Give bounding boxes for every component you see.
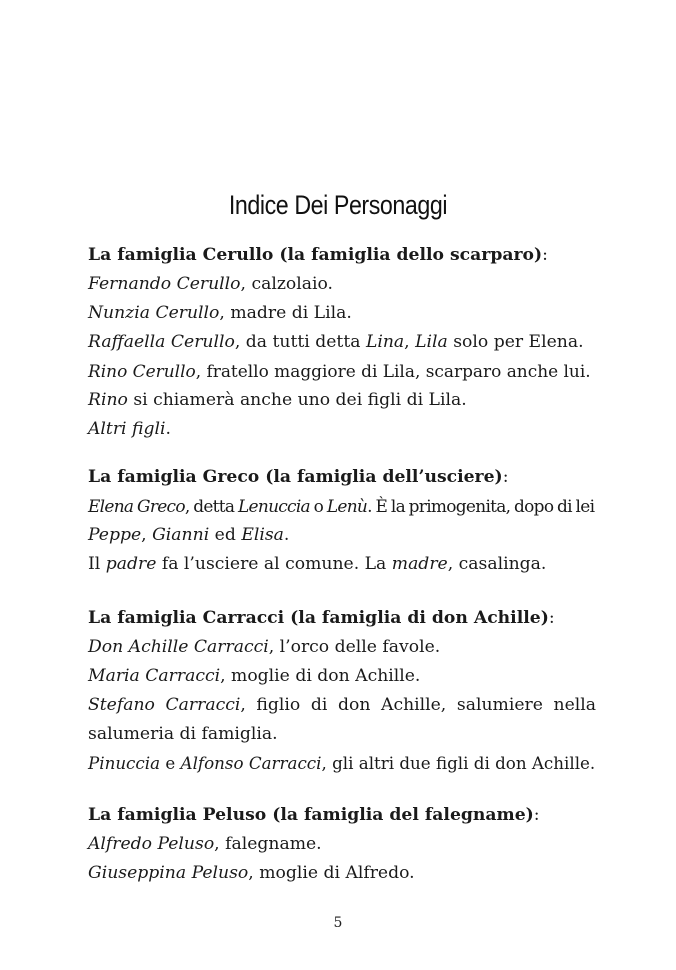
section-greco: [88, 463, 596, 579]
character-line: Peppe, Gianni ed Elisa.: [88, 525, 290, 545]
section-heading: La famiglia Cerullo (la famiglia dello scarparo):: [88, 245, 548, 265]
character-line: Il padre fa l’usciere al comune. La madre, casalinga.: [88, 554, 547, 574]
character-line: Altri figli.: [88, 419, 171, 439]
section-heading: La famiglia Greco (la famiglia dell’usciere):: [88, 467, 509, 487]
character-line: Giuseppina Peluso, moglie di Alfredo.: [88, 863, 415, 883]
page-title: Indice Dei Personaggi: [228, 190, 448, 220]
section-heading: La famiglia Carracci (la famiglia di don Achille):: [88, 608, 555, 628]
character-line: Maria Carracci, moglie di don Achille.: [88, 666, 421, 686]
character-line: Don Achille Carracci, l’orco delle favole.: [88, 637, 441, 657]
character-line: Rino si chiamerà anche uno dei figli di Lila.: [88, 390, 467, 410]
section-peluso: [88, 801, 596, 888]
character-line: Fernando Cerullo, calzolaio.: [88, 274, 333, 294]
character-line: Alfredo Peluso, falegname.: [88, 834, 322, 854]
character-line: Pinuccia e Alfonso Carracci, gli altri due figli di don Achille.: [88, 753, 596, 773]
character-line: Rino Cerullo, fratello maggiore di Lila, scarparo anche lui.: [88, 361, 591, 381]
character-line: salumeria di famiglia.: [88, 724, 278, 744]
character-line: Stefano Carracci, figlio di don Achille, salumiere nella: [88, 695, 596, 715]
page-number: 5: [333, 915, 343, 931]
section-carracci: [88, 604, 596, 778]
section-cerullo: [88, 241, 596, 444]
character-line: Raffaella Cerullo, da tutti detta Lina, Lila solo per Elena.: [88, 332, 584, 352]
character-line: Nunzia Cerullo, madre di Lila.: [88, 303, 352, 323]
section-heading: La famiglia Peluso (la famiglia del falegname):: [88, 805, 540, 825]
character-line: Elena Greco, detta Lenuccia o Lenù. È la primogenita, dopo di lei: [88, 496, 595, 516]
